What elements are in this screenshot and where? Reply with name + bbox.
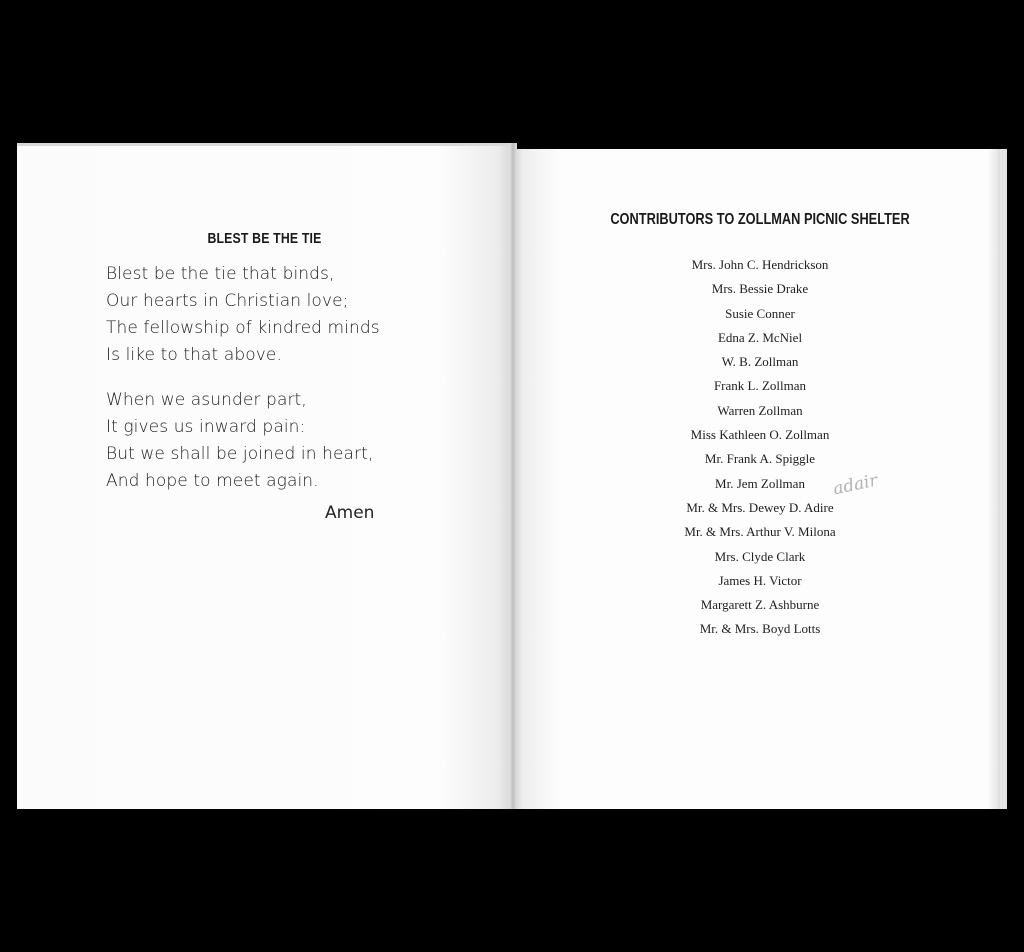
contributor-item: James H. Victor — [718, 572, 802, 588]
verse-line: The fellowship of kindred minds — [106, 318, 380, 338]
verse-line: But we shall be joined in heart, — [106, 444, 374, 464]
contributors-list — [513, 253, 1007, 642]
handwritten-annotation: adair — [831, 470, 880, 500]
hymn-closing: Amen — [325, 503, 375, 523]
right-page — [513, 149, 1007, 809]
verse-line: Blest be the tie that binds, — [106, 264, 335, 284]
contributor-item: Edna Z. McNiel — [717, 329, 803, 345]
contributor-item: Mr. Frank A. Spiggle — [704, 451, 816, 467]
contributor-item: Mr. Jem Zollman — [715, 475, 805, 491]
book-gutter — [509, 143, 517, 809]
stanza-1 — [106, 261, 380, 369]
verse-line: And hope to meet again. — [106, 471, 319, 491]
contributor-item: Mr. & Mrs. Arthur V. Milona — [684, 524, 836, 540]
verse-line: When we asunder part, — [106, 390, 307, 410]
contributor-item: Miss Kathleen O. Zollman — [690, 427, 830, 443]
contributor-item: Warren Zollman — [717, 402, 803, 418]
contributor-item: W. B. Zollman — [721, 354, 799, 370]
contributor-item: Mrs. Bessie Drake — [711, 281, 809, 297]
contributor-item: Mr. & Mrs. Boyd Lotts — [699, 621, 821, 637]
book-spread — [17, 143, 1007, 809]
contributor-item: Margarett Z. Ashburne — [700, 597, 820, 613]
hymn-title: BLEST BE THE TIE — [207, 230, 322, 247]
stanza-2 — [106, 387, 373, 495]
page-stack-edge — [999, 149, 1007, 809]
contributor-item: Mrs. Clyde Clark — [714, 548, 806, 564]
contributor-item: Mr. & Mrs. Dewey D. Adire — [686, 499, 834, 515]
page-top-edge — [17, 143, 513, 146]
left-page — [17, 143, 513, 809]
verse-line: Our hearts in Christian love; — [106, 291, 349, 311]
contributor-item: Mrs. John C. Hendrickson — [691, 257, 829, 272]
contributor-item: Susie Conner — [725, 305, 795, 321]
contributor-item: Frank L. Zollman — [713, 378, 807, 394]
verse-line: It gives us inward pain: — [106, 417, 306, 437]
contributors-title: CONTRIBUTORS TO ZOLLMAN PICNIC SHELTER — [610, 211, 910, 228]
verse-line: Is like to that above. — [106, 345, 282, 365]
